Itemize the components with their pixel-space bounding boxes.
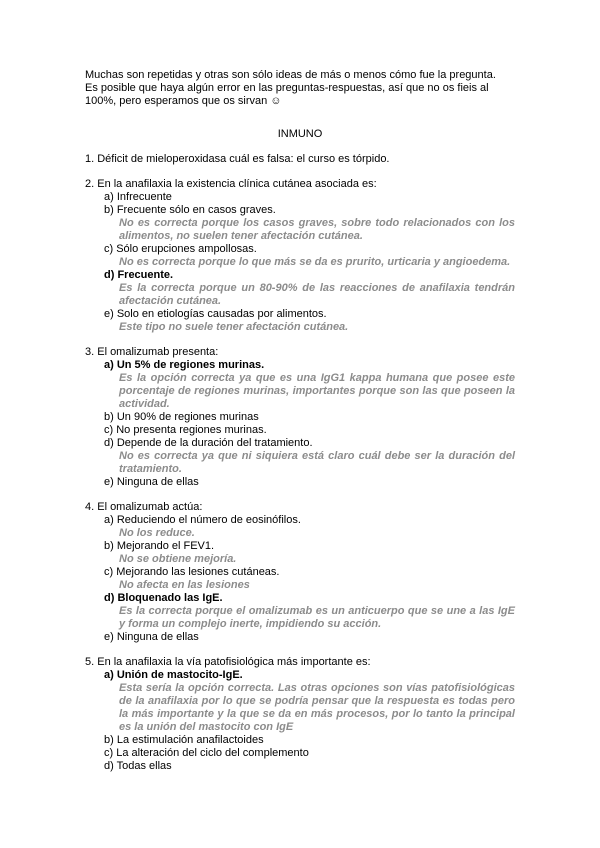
intro-paragraph <box>85 69 515 108</box>
intro-line: Es posible que haya algún error en las preguntas-respuestas, así que no os fieis al <box>85 82 489 94</box>
answer-option: b) Un 90% de regiones murinas <box>104 411 259 423</box>
intro-line: Muchas son repetidas y otras son sólo ideas de más o menos cómo fue la pregunta. <box>85 69 496 81</box>
section-title: INMUNO <box>277 128 323 140</box>
answer-option: c) Mejorando las lesiones cutáneas. <box>104 566 280 578</box>
answer-explanation: No los reduce. <box>119 527 195 539</box>
question-text: 1. Déficit de mieloperoxidasa cuál es falsa: el curso es tórpido. <box>85 153 390 165</box>
answer-explanation: Este tipo no suele tener afectación cutánea. <box>119 321 349 333</box>
question-text: 3. El omalizumab presenta: <box>85 346 219 358</box>
answer-explanation: No afecta en las lesiones <box>119 579 250 591</box>
answer-explanation: Esta sería la opción correcta. Las otras opciones son vías patofisiológicas de la anafilaxia por lo que se podría pensar que la respuesta es todas pero la más importante y la que se da en más procesos, por lo tanto la principal es la unión del mastocito con IgE <box>119 682 515 733</box>
answer-option: c) La alteración del ciclo del complemento <box>104 747 309 759</box>
document-page <box>85 69 515 785</box>
answer-option: c) No presenta regiones murinas. <box>104 424 267 436</box>
question-4 <box>85 501 515 644</box>
answer-option: d) Depende de la duración del tratamiento. <box>104 437 313 449</box>
answer-option: a) Reduciendo el número de eosinófilos. <box>104 514 301 526</box>
answer-option: d) Todas ellas <box>104 760 172 772</box>
answer-explanation: No es correcta ya que ni siquiera está claro cuál debe ser la duración del tratamiento. <box>119 450 515 475</box>
question-1 <box>85 153 515 166</box>
question-3 <box>85 346 515 489</box>
correct-answer-option: a) Unión de mastocito-IgE. <box>104 669 243 681</box>
correct-answer-option: d) Frecuente. <box>104 269 174 281</box>
answer-option: e) Ninguna de ellas <box>104 476 199 488</box>
answer-explanation: Es la opción correcta ya que es una IgG1 kappa humana que posee este porcentaje de regiones murinas, importantes porque son las que poseen la actividad. <box>119 372 515 410</box>
question-text: 4. El omalizumab actúa: <box>85 501 203 513</box>
answer-option: b) La estimulación anafilactoides <box>104 734 264 746</box>
answer-explanation: Es la correcta porque el omalizumab es un anticuerpo que se une a las IgE y forma un complejo inerte, impidiendo su acción. <box>119 605 515 630</box>
answer-option: b) Mejorando el FEV1. <box>104 540 215 552</box>
answer-explanation: No se obtiene mejoría. <box>119 553 237 565</box>
correct-answer-option: d) Bloquenado las IgE. <box>104 592 223 604</box>
answer-option: e) Ninguna de ellas <box>104 631 199 643</box>
answer-explanation: No es correcta porque los casos graves, sobre todo relacionados con los alimentos, no suelen tener afectación cutánea. <box>119 217 515 242</box>
answer-explanation: Es la correcta porque un 80-90% de las reacciones de anafilaxia tendrán afectación cutánea. <box>119 282 515 307</box>
question-5 <box>85 656 515 773</box>
answer-option: e) Solo en etiologías causadas por alimentos. <box>104 308 327 320</box>
question-2 <box>85 178 515 334</box>
intro-line: 100%, pero esperamos que os sirvan ☺ <box>85 95 282 107</box>
question-text: 2. En la anafilaxia la existencia clínica cutánea asociada es: <box>85 178 377 190</box>
question-text: 5. En la anafilaxia la vía patofisiológica más importante es: <box>85 656 371 668</box>
answer-option: c) Sólo erupciones ampollosas. <box>104 243 257 255</box>
correct-answer-option: a) Un 5% de regiones murinas. <box>104 359 265 371</box>
answer-option: a) Infrecuente <box>104 191 172 203</box>
answer-explanation: No es correcta porque lo que más se da es prurito, urticaria y angioedema. <box>119 256 511 268</box>
answer-option: b) Frecuente sólo en casos graves. <box>104 204 276 216</box>
